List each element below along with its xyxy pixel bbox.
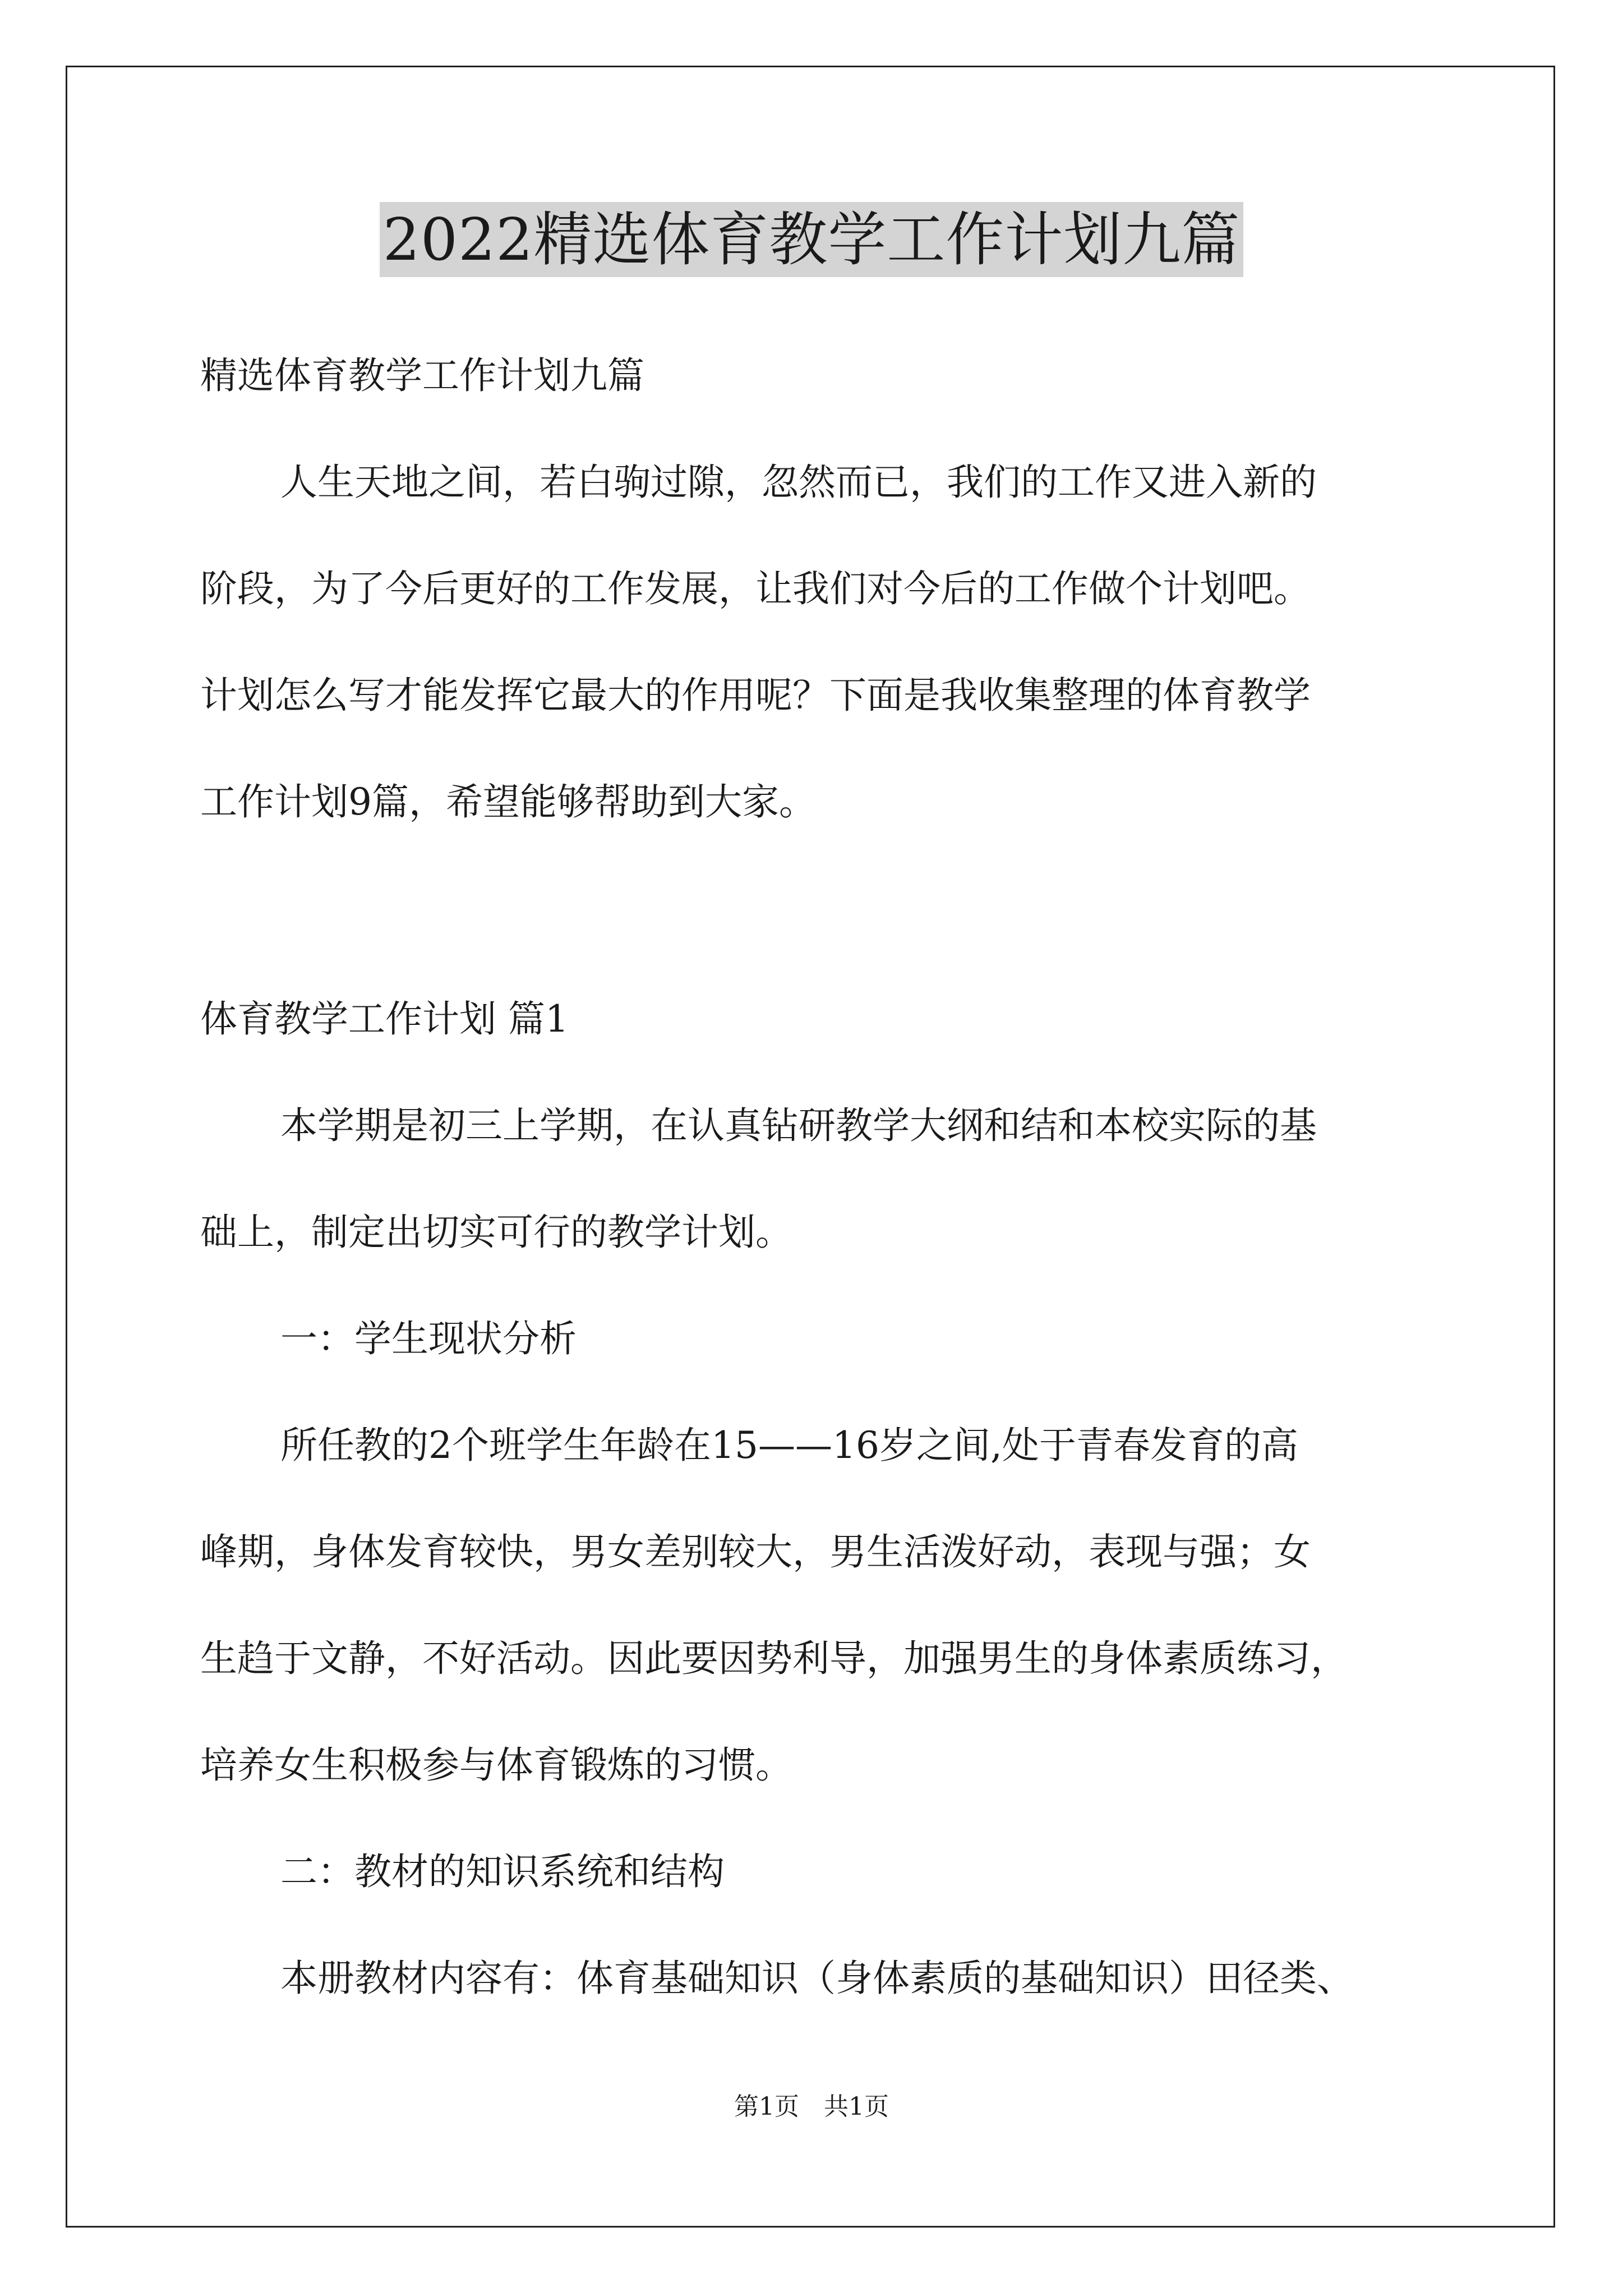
paragraph-line: 本册教材内容有：体育基础知识（身体素质的基础知识）田径类、	[280, 1957, 1354, 2000]
document-subtitle: 精选体育教学工作计划九篇	[200, 354, 644, 397]
title-container	[0, 202, 1623, 277]
section-heading: 体育教学工作计划 篇1	[200, 997, 569, 1041]
subsection-heading: 一：学生现状分析	[280, 1317, 577, 1360]
page-footer: 第1页 共1页	[734, 2092, 889, 2121]
paragraph-line: 本学期是初三上学期，在认真钻研教学大纲和结和本校实际的基	[280, 1104, 1317, 1147]
subsection-heading: 二：教材的知识系统和结构	[280, 1850, 725, 1893]
paragraph-line: 阶段，为了今后更好的工作发展，让我们对今后的工作做个计划吧。	[200, 567, 1311, 610]
paragraph-line: 础上，制定出切实可行的教学计划。	[200, 1211, 792, 1254]
document-title: 2022精选体育教学工作计划九篇	[380, 202, 1244, 277]
paragraph-line: 峰期，身体发育较快，男女差别较大，男生活泼好动，表现与强；女	[200, 1530, 1311, 1573]
paragraph-line: 人生天地之间，若白驹过隙，忽然而已，我们的工作又进入新的	[280, 461, 1317, 504]
paragraph-line: 所任教的2个班学生年龄在15——16岁之间,处于青春发育的高	[280, 1424, 1298, 1467]
paragraph-line: 培养女生积极参与体育锻炼的习惯。	[200, 1743, 792, 1787]
paragraph-line: 生趋于文静，不好活动。因此要因势利导，加强男生的身体素质练习，	[200, 1637, 1348, 1680]
paragraph-line: 计划怎么写才能发挥它最大的作用呢？下面是我收集整理的体育教学	[200, 674, 1311, 717]
paragraph-line: 工作计划9篇，希望能够帮助到大家。	[200, 780, 816, 823]
